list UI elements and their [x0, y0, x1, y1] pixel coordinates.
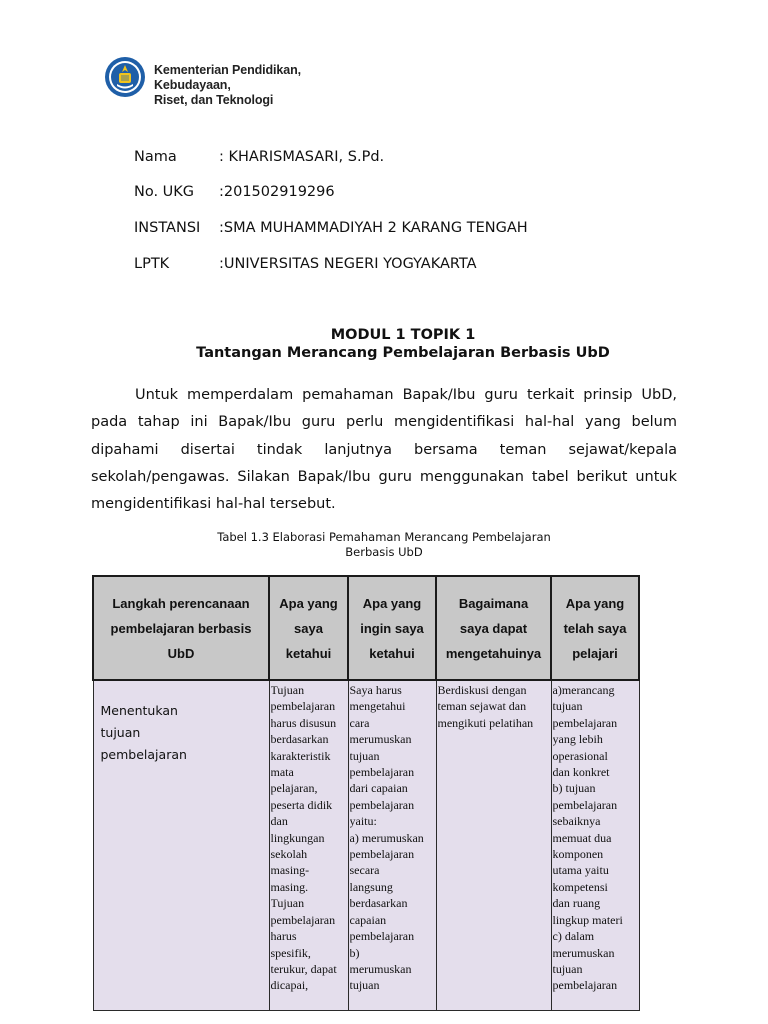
cell-line: tujuan [100, 725, 141, 740]
cell-line: berdasarkan [270, 732, 329, 747]
cell-line: kompetensi [552, 879, 608, 894]
cell-line: dan [270, 814, 288, 829]
cell-known [269, 680, 348, 1011]
cell-line: pembelajaran [349, 765, 415, 780]
cell-line: tujuan [552, 961, 583, 976]
header-line: Langkah perencanaan [112, 595, 250, 611]
cell-line: pembelajaran [349, 929, 415, 944]
identity-label: LPTK [134, 256, 170, 272]
cell-line: spesifik, [270, 945, 311, 960]
cell-line: merumuskan [349, 961, 412, 976]
table-caption-line2: Berbasis UbD [345, 545, 423, 559]
header-step [93, 576, 269, 680]
intro-paragraph [91, 382, 677, 518]
cell-line: c) dalam [552, 929, 595, 944]
cell-line: pembelajaran [349, 797, 415, 812]
cell-line: pembelajaran [270, 699, 336, 714]
cell-line: merumuskan [349, 732, 412, 747]
table-row [93, 680, 639, 1011]
cell-line: pelajaran, [270, 781, 318, 796]
cell-line: harus [270, 929, 297, 944]
ubd-elaboration-table [92, 575, 640, 1011]
header-learned [551, 576, 639, 680]
header-line: telah saya [563, 620, 627, 636]
header-line: Bagaimana [458, 595, 529, 611]
cell-line: langsung [349, 879, 393, 894]
cell-line: sebaiknya [552, 814, 601, 829]
cell-line: dicapai, [270, 978, 309, 992]
header-line: saya [294, 620, 323, 636]
cell-line: Tujuan [270, 683, 305, 697]
cell-line: dan konkret [552, 765, 610, 780]
header-line: ketahui [285, 645, 332, 661]
table-caption-line1: Tabel 1.3 Elaborasi Pemahaman Merancang Pembelajaran [217, 530, 551, 544]
cell-line: a)merancang [552, 683, 615, 697]
header-want [348, 576, 436, 680]
cell-line: Saya harus [349, 683, 402, 697]
cell-line: b) [349, 945, 360, 960]
ministry-name-line1: Kementerian Pendidikan, Kebudayaan, [154, 63, 302, 92]
cell-line: mengetahui [349, 699, 406, 714]
cell-line: operasional [552, 748, 608, 763]
cell-line: pembelajaran [100, 747, 187, 762]
cell-line: b) tujuan [552, 781, 596, 796]
cell-line: utama yaitu [552, 863, 609, 878]
cell-line: pembelajaran [270, 912, 336, 927]
cell-line: dan ruang [552, 896, 601, 911]
paragraph-line: mengidentifikasi hal-hal tersebut. [91, 496, 336, 513]
cell-line: Berdiskusi dengan [437, 683, 527, 697]
paragraph-line: Untuk memperdalam pemahaman Bapak/Ibu guru terkait prinsip UbD, [135, 387, 677, 403]
header-line: ketahui [369, 645, 415, 661]
cell-line: pembelajaran [552, 797, 618, 812]
cell-line: tujuan [552, 699, 583, 714]
cell-line: cara [349, 715, 370, 730]
table-header-row [93, 576, 639, 680]
cell-line: harus disusun [270, 715, 337, 730]
cell-line: lingkungan [270, 830, 325, 845]
cell-line: masing. [270, 879, 309, 894]
cell-line: teman sejawat dan [437, 699, 527, 714]
cell-line: tujuan [349, 978, 380, 992]
cell-step [93, 680, 269, 1011]
identity-label: INSTANSI [134, 220, 201, 236]
cell-line: secara [349, 863, 380, 878]
cell-line: tujuan [349, 748, 380, 763]
identity-value: :SMA MUHAMMADIYAH 2 KARANG TENGAH [219, 220, 528, 236]
cell-line: peserta didik [270, 797, 333, 812]
cell-line: Menentukan [100, 703, 178, 718]
cell-line: komponen [552, 847, 604, 862]
header-how [436, 576, 551, 680]
cell-line: pembelajaran [349, 847, 415, 862]
cell-line: yang lebih [552, 732, 603, 747]
header-line: pelajari [572, 645, 618, 661]
cell-line: merumuskan [552, 945, 615, 960]
identity-value: : KHARISMASARI, S.Pd. [219, 149, 385, 165]
paragraph-line: dipahami disertai tindak lanjutnya bersama teman sejawat/kepala [91, 441, 677, 458]
identity-value: :201502919296 [219, 184, 335, 200]
header-line: Apa yang [565, 595, 625, 611]
tut-wuri-handayani-logo-icon [104, 56, 146, 98]
cell-line: Tujuan [270, 896, 305, 911]
cell-line: masing- [270, 863, 310, 878]
header-line: pembelajaran berbasis [110, 620, 252, 636]
header-line: mengetahuinya [445, 645, 542, 661]
cell-line: pembelajaran [552, 715, 618, 730]
identity-value: :UNIVERSITAS NEGERI YOGYAKARTA [219, 256, 477, 272]
cell-line: memuat dua [552, 830, 612, 845]
cell-line: mata [270, 765, 294, 780]
ministry-name [154, 63, 374, 108]
cell-line: berdasarkan [349, 896, 408, 911]
module-subtitle: Tantangan Merancang Pembelajaran Berbasis UbD [196, 345, 610, 361]
ministry-name-line2: Riset, dan Teknologi [154, 93, 274, 107]
identity-label: No. UKG [134, 184, 195, 200]
header-line: ingin saya [360, 620, 424, 636]
header-known [269, 576, 348, 680]
cell-line: sekolah [270, 847, 308, 862]
module-title: MODUL 1 TOPIK 1 [330, 327, 476, 343]
paragraph-line: sekolah/pengawas. Silakan Bapak/Ibu guru menggunakan tabel berikut untuk [91, 468, 677, 485]
paragraph-line: pada tahap ini Bapak/Ibu guru perlu mengidentifikasi hal-hal yang belum [91, 414, 677, 431]
cell-line: pembelajaran [552, 978, 618, 992]
cell-line: dari capaian [349, 781, 408, 796]
cell-line: yaitu: [349, 814, 377, 829]
cell-line: lingkup materi [552, 912, 623, 927]
header-line: UbD [167, 645, 195, 661]
identity-label: Nama [134, 149, 177, 165]
cell-learned [551, 680, 639, 1011]
ministry-logo-block [104, 56, 374, 107]
cell-line: a) merumuskan [349, 830, 424, 845]
header-line: Apa yang [362, 595, 422, 611]
cell-line: mengikuti pelatihan [437, 715, 534, 730]
cell-line: karakteristik [270, 748, 331, 763]
cell-how [436, 680, 551, 1011]
header-line: saya dapat [459, 620, 528, 636]
header-line: Apa yang [279, 595, 338, 611]
cell-line: capaian [349, 912, 387, 927]
cell-want [348, 680, 436, 1011]
cell-line: terukur, dapat [270, 961, 337, 976]
